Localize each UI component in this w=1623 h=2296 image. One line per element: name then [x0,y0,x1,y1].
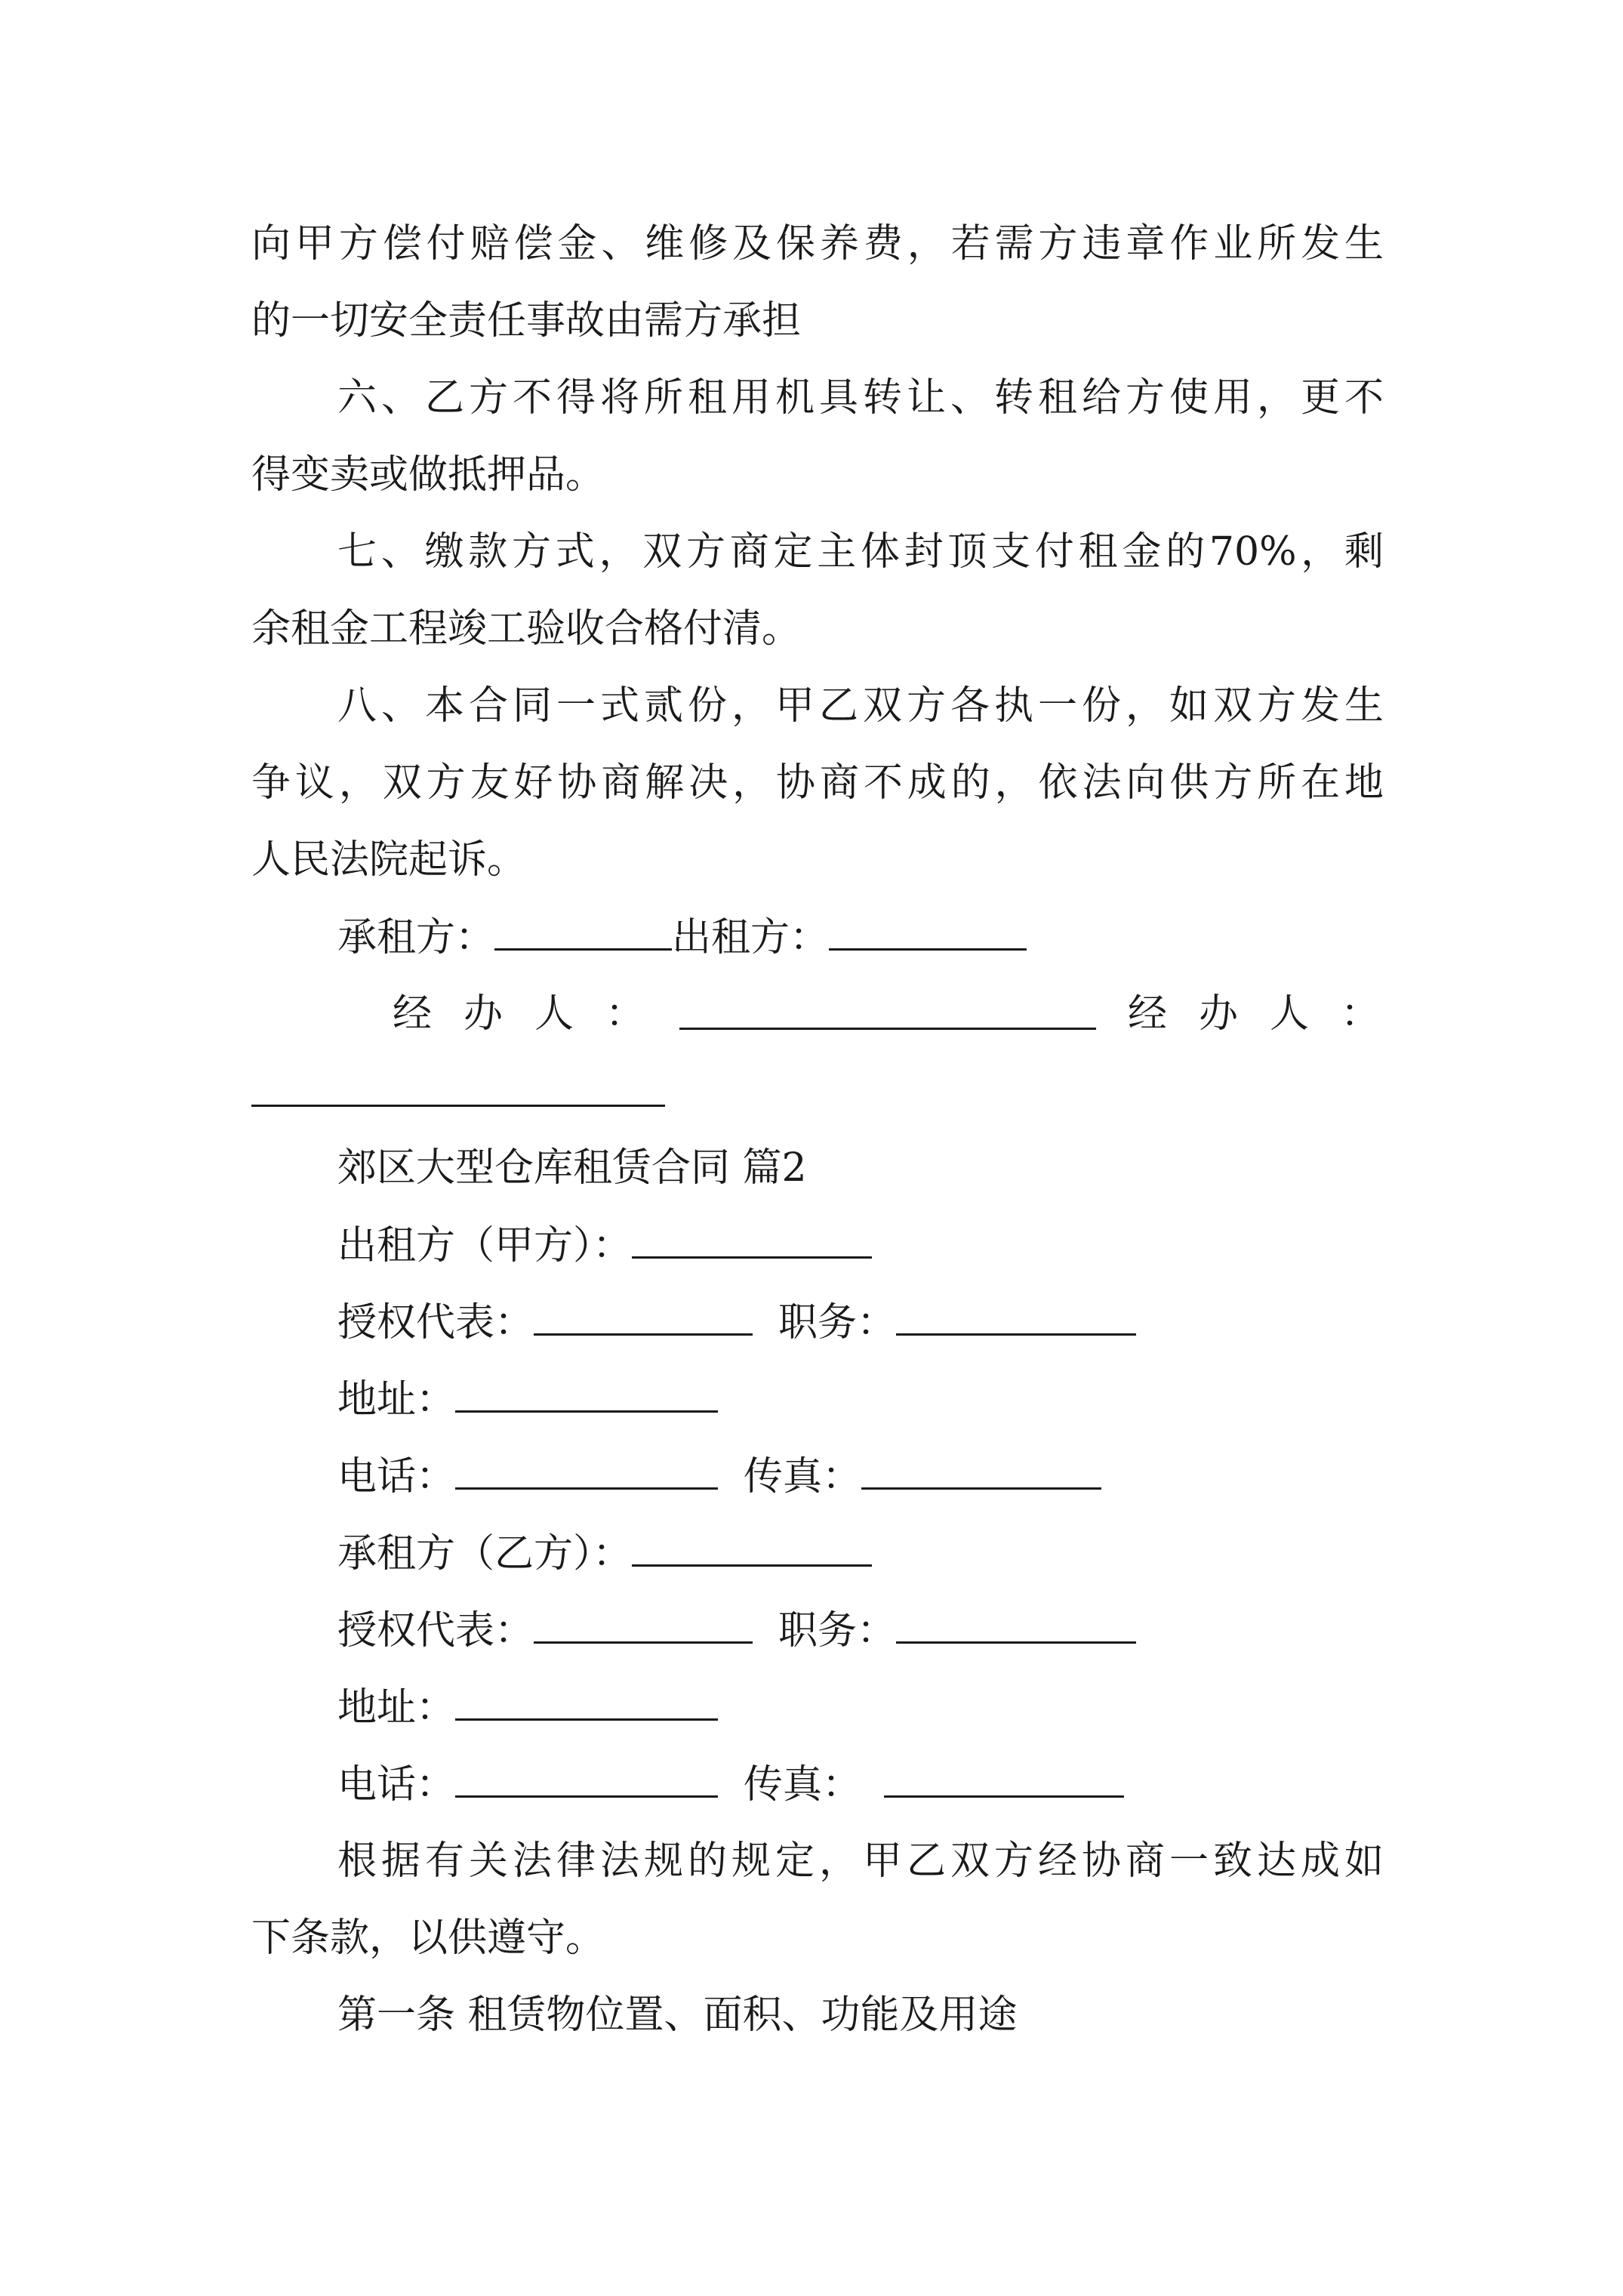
clause-8-line-3: 人民法院起诉。 [251,837,527,883]
phone-blank-b[interactable] [455,1758,718,1798]
clause-5-line-2: 的一切安全责任事故由需方承担 [251,298,802,344]
phone-row-a [337,1450,1101,1503]
contract-2-title: 郊区大型仓库租赁合同 篇2 [337,1145,807,1191]
lessee-label: 承租方： [337,915,495,960]
lessee-signature-blank[interactable] [494,911,672,951]
rep-row-b [337,1604,1136,1657]
position-blank-a[interactable] [896,1296,1136,1336]
address-label-a: 地址： [337,1377,456,1422]
clause-8-line-1: 八、本合同一式贰份，甲乙双方各执一份，如双方发生 [337,683,1384,729]
intro-line-1: 根据有关法律法规的规定，甲乙双方经协商一致达成如 [337,1838,1384,1884]
address-blank-a[interactable] [455,1373,718,1413]
rep-blank-b[interactable] [534,1604,753,1644]
lessor-label: 出租方： [672,915,830,960]
address-blank-b[interactable] [455,1681,718,1721]
agent-label-right: 经办人： [1128,991,1412,1037]
article-1-heading: 第一条 租赁物位置、面积、功能及用途 [337,1992,1018,2038]
clause-7-line-2: 余租金工程竣工验收合格付清。 [251,606,802,652]
fax-blank-a[interactable] [861,1450,1101,1490]
phone-label-a: 电话： [337,1454,456,1499]
position-label-a: 职务： [778,1300,897,1345]
party-b-label: 承租方（乙方）： [337,1531,633,1576]
clause-7-line-1: 七、缴款方式，双方商定主体封顶支付租金的70%，剩 [337,529,1384,575]
rep-row-a [337,1296,1136,1349]
clause-6-line-1: 六、乙方不得将所租用机具转让、转租给方使用，更不 [337,375,1384,421]
fax-label-a: 传真： [744,1454,862,1499]
party-a-row [337,1219,872,1272]
position-label-b: 职务： [778,1608,897,1653]
signature-row [337,911,1027,964]
phone-row-b [337,1758,1124,1811]
intro-line-2: 下条款，以供遵守。 [251,1915,605,1961]
party-b-blank[interactable] [632,1527,872,1567]
address-label-b: 地址： [337,1685,456,1730]
rep-label-b: 授权代表： [337,1608,534,1653]
rep-blank-a[interactable] [534,1296,753,1336]
fax-blank-b[interactable] [884,1758,1124,1798]
clause-6-line-2: 得变卖或做抵押品。 [251,452,605,498]
address-row-a [337,1373,718,1426]
agent-label-left: 经办人： [393,991,677,1037]
phone-blank-a[interactable] [455,1450,718,1490]
phone-label-b: 电话： [337,1762,456,1808]
agent-blank-left[interactable] [679,1028,1096,1030]
lessor-signature-blank[interactable] [829,911,1027,951]
position-blank-b[interactable] [896,1604,1136,1644]
party-a-blank[interactable] [632,1219,872,1259]
rep-label-a: 授权代表： [337,1300,534,1345]
clause-5-line-1: 向甲方偿付赔偿金、维修及保养费，若需方违章作业所发生 [251,221,1384,267]
clause-8-line-2: 争议，双方友好协商解决，协商不成的，依法向供方所在地 [251,760,1384,806]
party-a-label: 出租方（甲方）： [337,1223,633,1268]
fax-label-b: 传真： [744,1762,862,1808]
agent-blank-right[interactable] [251,1105,665,1107]
address-row-b [337,1681,718,1734]
party-b-row [337,1527,872,1580]
